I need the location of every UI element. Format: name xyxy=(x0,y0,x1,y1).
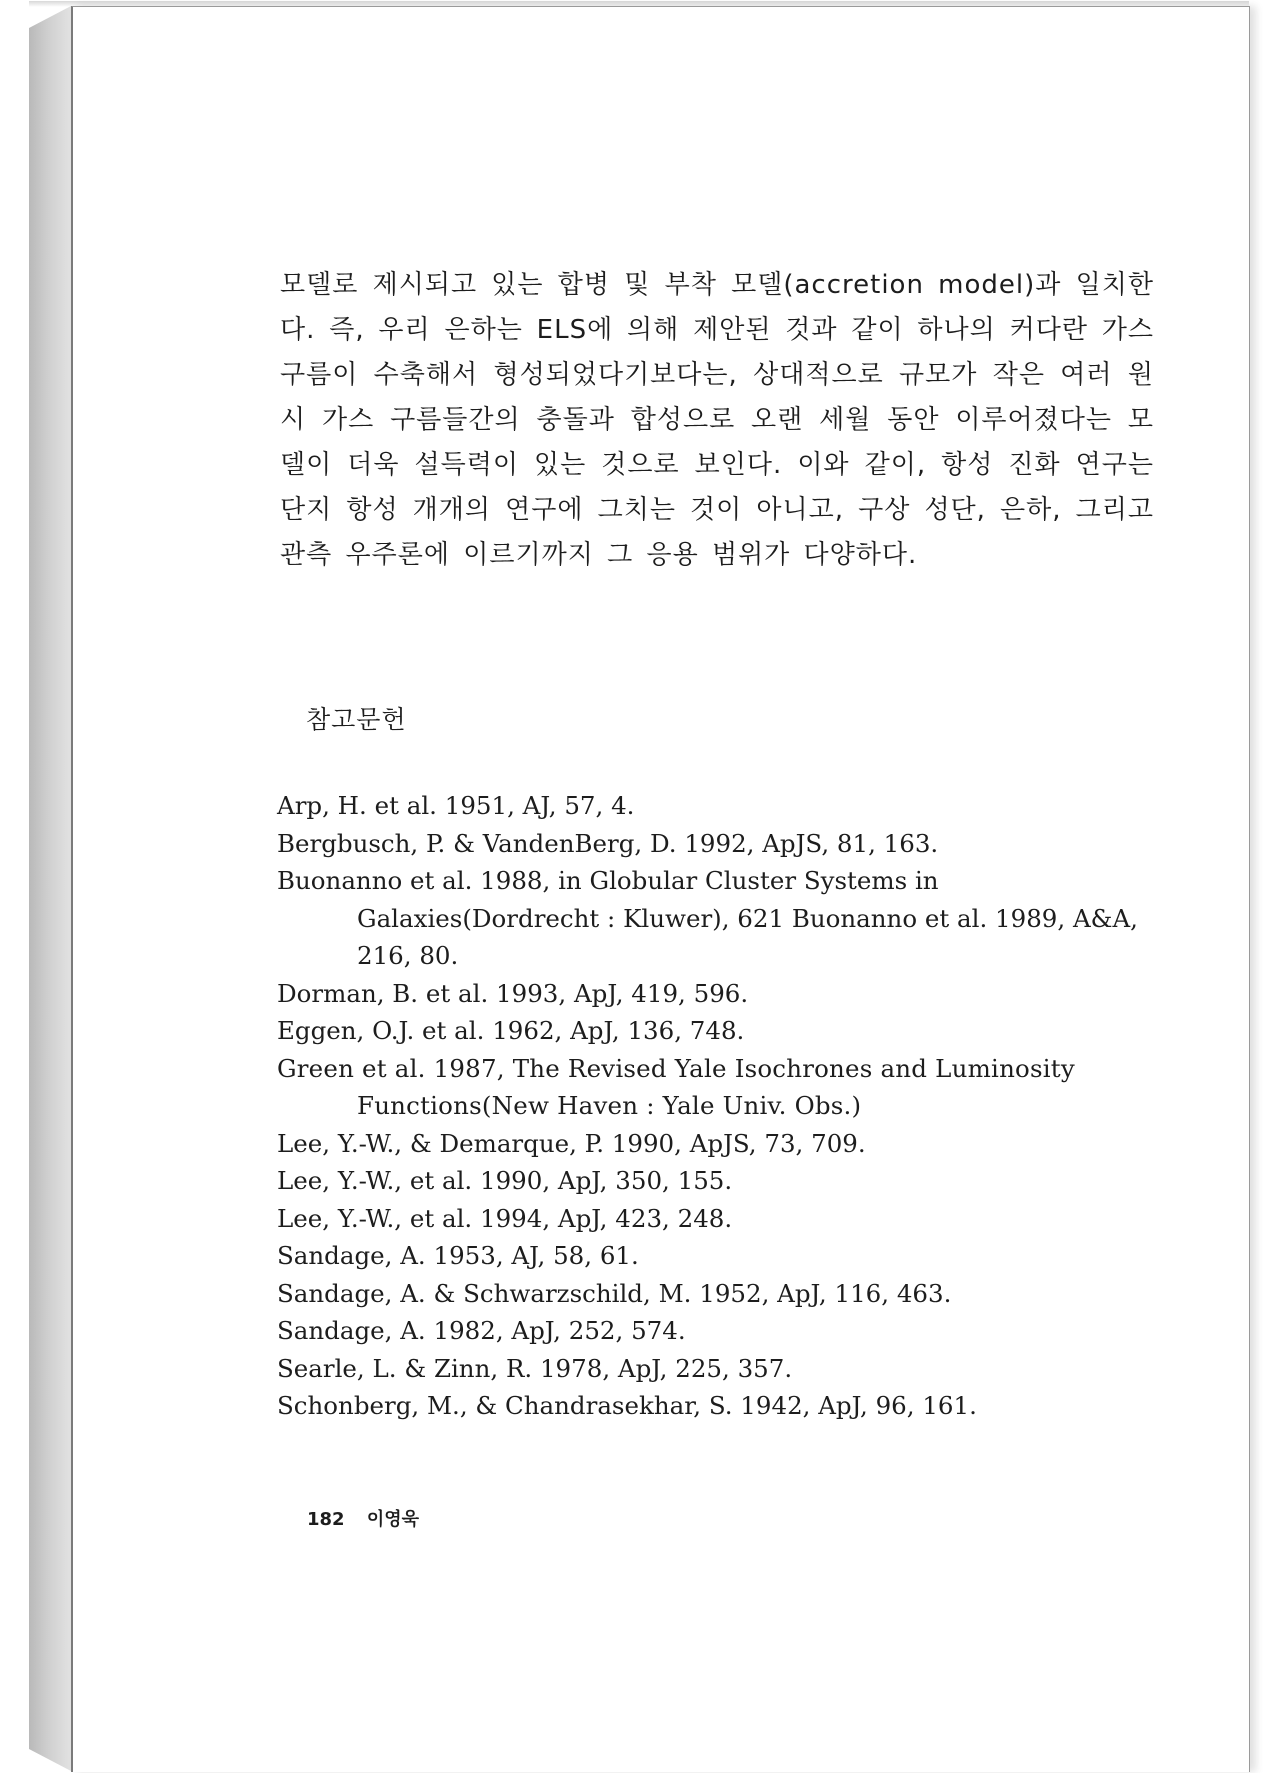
book-spine xyxy=(29,6,71,1771)
reference-item: Dorman, B. et al. 1993, ApJ, 419, 596. xyxy=(277,978,749,1008)
footer-author: 이영욱 xyxy=(366,1509,420,1530)
reference-item: Sandage, A. 1982, ApJ, 252, 574. xyxy=(277,1316,686,1345)
reference-item: Searle, L. & Zinn, R. 1978, ApJ, 225, 357. xyxy=(277,1353,793,1383)
body-paragraph: 모델로 제시되고 있는 합병 및 부착 모델(accretion model)과 일치한다. 즉, 우리 은하는 ELS에 의해 제안된 것과 같이 하나의 커다란 가스 구름이 수축해서 형성되었다기보다는, 상대적으로 규모가 작은 여러 원시 가스 구름들간의 충돌과 합성으로 오랜 세월 동안 이루어졌다는 모델이 더욱 설득력이 있는 것으로 보인다. 이와 같이, 항성 진화 연구는 단지 항성 개개의 연구에 그치는 것이 아니고, 구상 성단, 은하, 그리고 관측 우주론에 이르기까지 그 응용 범위가 다양하다. xyxy=(280,270,1154,570)
reference-item: Schonberg, M., & Chandrasekhar, S. 1942, ApJ, 96, 161. xyxy=(277,1391,977,1420)
references-heading: 참고문헌 xyxy=(306,705,407,734)
reference-item: Bergbusch, P. & VandenBerg, D. 1992, ApJS, 81, 163. xyxy=(277,828,939,858)
reference-item: Arp, H. et al. 1951, AJ, 57, 4. xyxy=(277,791,635,820)
reference-item: Lee, Y.-W., et al. 1994, ApJ, 423, 248. xyxy=(277,1203,733,1233)
reference-item: Lee, Y.-W., & Demarque, P. 1990, ApJS, 73, 709. xyxy=(277,1128,866,1158)
reference-item: Eggen, O.J. et al. 1962, ApJ, 136, 748. xyxy=(277,1016,745,1045)
reference-item: Green et al. 1987, The Revised Yale Isochrones and Luminosity Functions(New Haven : Yale Univ. Obs.) xyxy=(277,1053,1075,1120)
reference-item: Sandage, A. 1953, AJ, 58, 61. xyxy=(277,1241,639,1270)
page-number: 182 xyxy=(307,1509,345,1530)
reference-list xyxy=(277,787,1157,1425)
reference-item: Lee, Y.-W., et al. 1990, ApJ, 350, 155. xyxy=(277,1166,733,1195)
reference-item: Sandage, A. & Schwarzschild, M. 1952, ApJ, 116, 463. xyxy=(277,1278,952,1308)
reference-item: Buonanno et al. 1988, in Globular Cluster Systems in Galaxies(Dordrecht : Kluwer), 621 Buonanno et al. 1989, A&A, 216, 80. xyxy=(277,866,1138,970)
page-footer xyxy=(307,1505,419,1531)
